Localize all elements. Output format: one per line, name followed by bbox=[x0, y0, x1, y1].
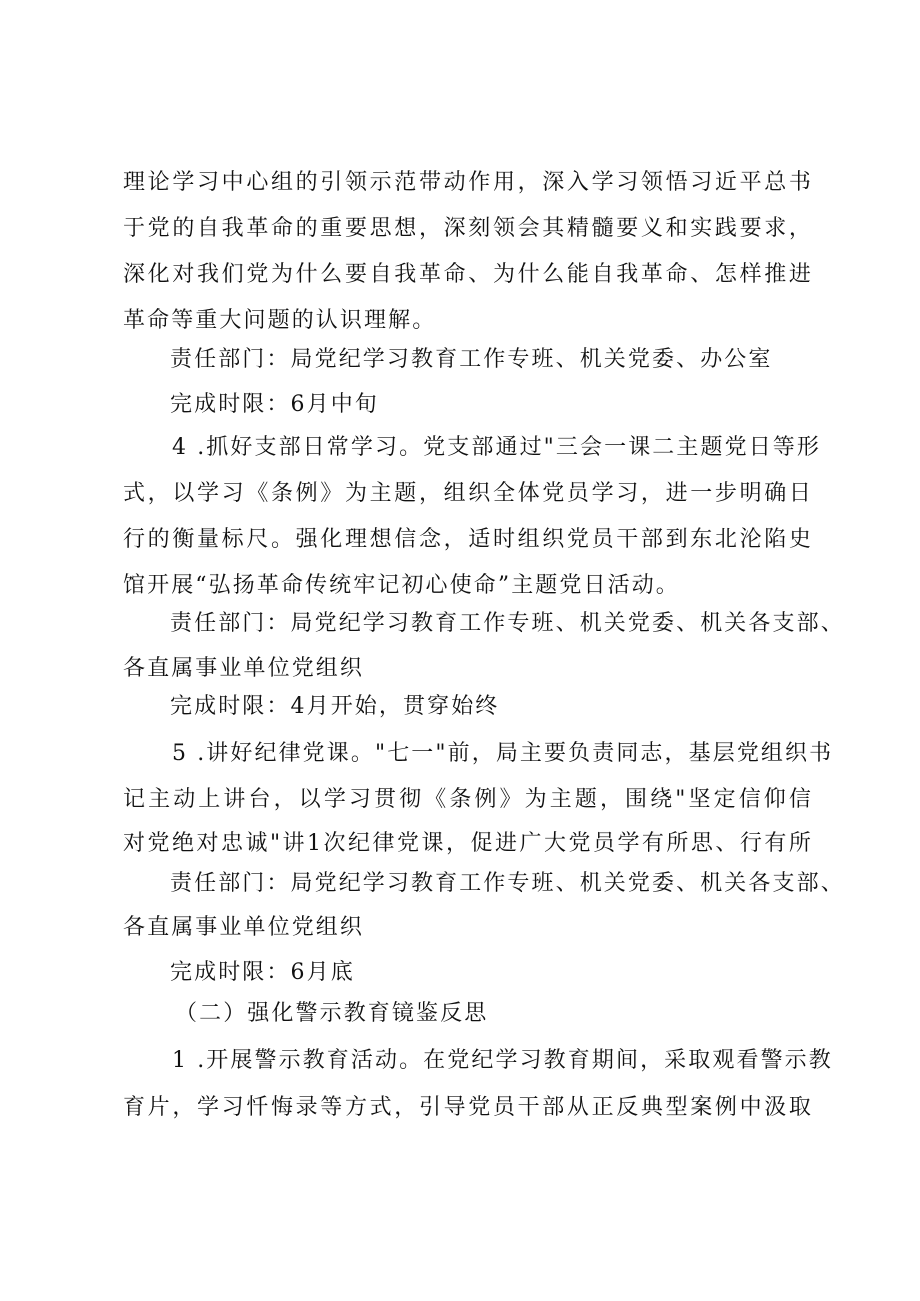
deadline-line: 完成时限：4月开始，贯穿始终 bbox=[170, 694, 500, 719]
paragraph-line: 育片，学习忏悔录等方式，引导党员干部从正反典型案例中汲取 bbox=[123, 1095, 813, 1120]
responsible-dept-line: 各直属事业单位党组织 bbox=[123, 915, 365, 940]
paragraph-line: 馆开展“弘扬革命传统牢记初心使命”主题党日活动。 bbox=[123, 573, 680, 598]
paragraph-line: 行的衡量标尺。强化理想信念，适时组织党员干部到东北沦陷史 bbox=[123, 527, 813, 552]
item-5-heading-line: 5 .讲好纪律党课。"七一"前，局主要负责同志，基层党组织书 bbox=[172, 741, 834, 766]
responsible-dept-line: 责任部门：局党纪学习教育工作专班、机关党委、机关各支部、 bbox=[170, 611, 845, 636]
paragraph-line: 记主动上讲台，以学习贯彻《条例》为主题，围绕"坚定信仰信 bbox=[123, 787, 813, 812]
responsible-dept-line: 责任部门：局党纪学习教育工作专班、机关党委、机关各支部、 bbox=[170, 871, 845, 896]
responsible-dept-line: 各直属事业单位党组织 bbox=[123, 656, 365, 681]
paragraph-line: 于党的自我革命的重要思想，深刻领会其精髓要义和实践要求， bbox=[123, 216, 813, 241]
section-heading: （二）强化警示教育镜鉴反思 bbox=[175, 1001, 489, 1026]
item-4-heading-line: 4 .抓好支部日常学习。党支部通过"三会一课二主题党日等形 bbox=[172, 435, 822, 460]
item-1-heading-line: 1 .开展警示教育活动。在党纪学习教育期间，采取观看警示教 bbox=[172, 1048, 833, 1073]
paragraph-line: 革命等重大问题的认识理解。 bbox=[123, 308, 437, 333]
paragraph-line: 对党绝对忠诚"讲1次纪律党课，促进广大党员学有所思、行有所 bbox=[123, 831, 813, 856]
deadline-line: 完成时限：6月中旬 bbox=[170, 392, 379, 417]
responsible-dept-line: 责任部门：局党纪学习教育工作专班、机关党委、办公室 bbox=[170, 347, 773, 372]
paragraph-line: 理论学习中心组的引领示范带动作用，深入学习领悟习近平总书 bbox=[123, 170, 813, 195]
paragraph-line: 式，以学习《条例》为主题，组织全体党员学习，进一步明确日 bbox=[123, 481, 813, 506]
deadline-line: 完成时限：6月底 bbox=[170, 960, 355, 985]
paragraph-line: 深化对我们党为什么要自我革命、为什么能自我革命、怎样推进 bbox=[123, 262, 813, 287]
